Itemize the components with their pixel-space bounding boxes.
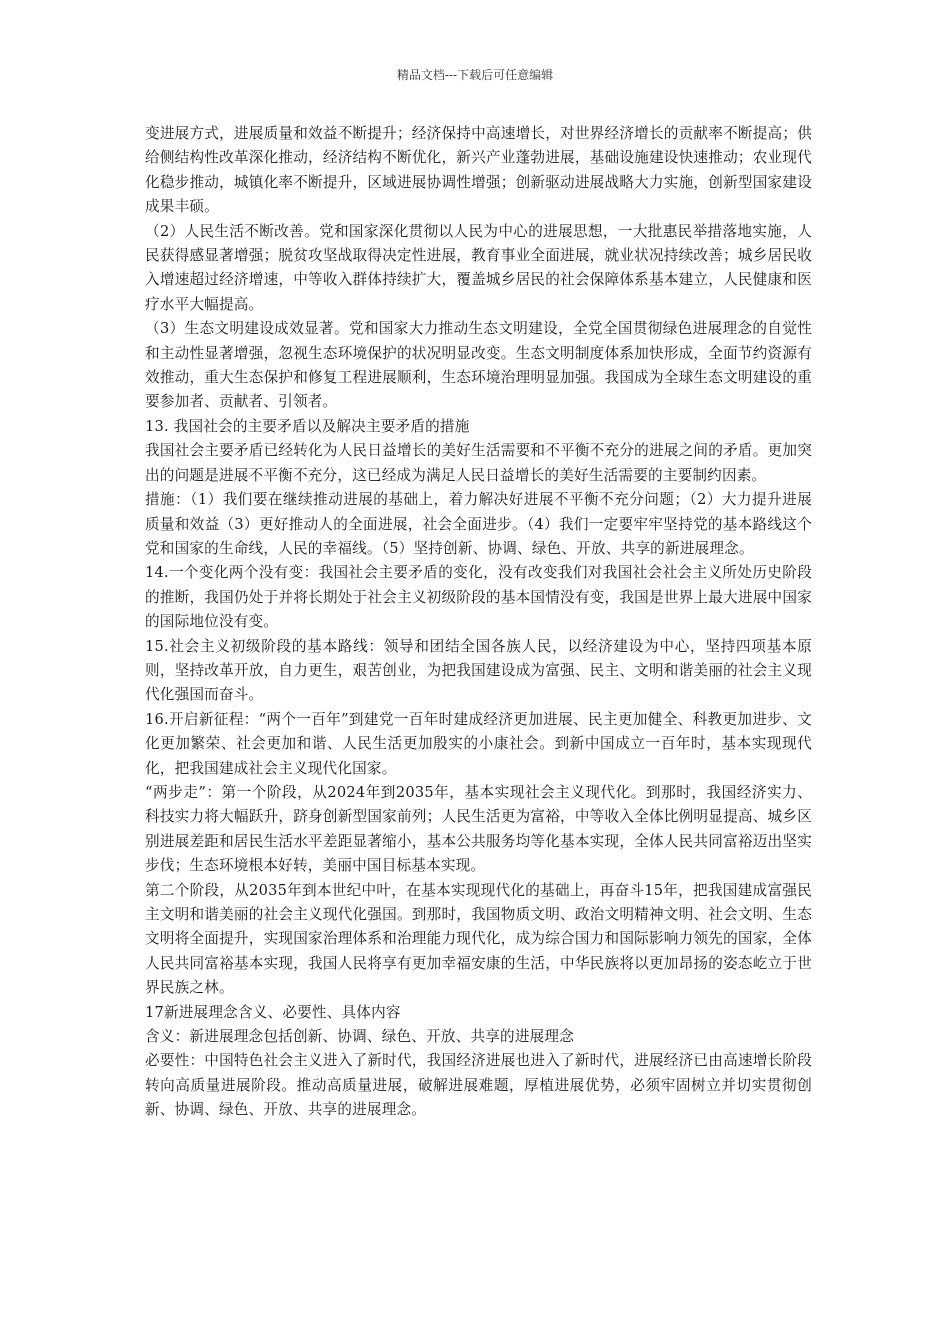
paragraph: 第二个阶段，从2035年到本世纪中叶，在基本实现现代化的基础上，再奋斗15年，把我国建成富强民主文明和谐美丽的社会主义现代化强国。到那时，我国物质文明、政治文明精神文明、社会文明、生态文明将全面提升，实现国家治理体系和治理能力现代化，成为综合国力和国际影响力领先的国家，全体人民共同富裕基本实现，我国人民将享有更加幸福安康的生活，中华民族将以更加昂扬的姿态屹立于世界民族之林。	[145, 881, 812, 997]
paragraph: 含义：新进展理念包括创新、协调、绿色、开放、共享的进展理念	[145, 1028, 575, 1046]
paragraph: 14.一个变化两个没有变：我国社会主要矛盾的变化，没有改变我们对我国社会社会主义所处历史阶段的推断，我国仍处于并将长期处于社会主义初级阶段的基本国情没有变，我国是世界上最大进展中国家的国际地位没有变。	[145, 564, 812, 631]
section-heading: 17新进展理念含义、必要性、具体内容	[145, 1003, 401, 1021]
paragraph: “两步走”：第一个阶段，从2024年到2035年，基本实现社会主义现代化。到那时，我国经济实力、科技实力将大幅跃升，跻身创新型国家前列；人民生活更为富裕，中等收入全体比例明显提高、城乡区别进展差距和居民生活水平差距显著缩小，基本公共服务均等化基本实现，全体人民共同富裕迈出坚实步伐；生态环境根本好转，美丽中国目标基本实现。	[145, 783, 812, 875]
paragraph: 必要性：中国特色社会主义进入了新时代，我国经济进展也进入了新时代，进展经济已由高速增长阶段转向高质量进展阶段。推动高质量进展，破解进展难题，厚植进展优势，必须牢固树立并切实贯彻创新、协调、绿色、开放、共享的进展理念。	[145, 1052, 812, 1119]
section-heading: 13. 我国社会的主要矛盾以及解决主要矛盾的措施	[145, 417, 470, 435]
paragraph: 措施：（1）我们要在继续推动进展的基础上，着力解决好进展不平衡不充分问题；（2）大力提升进展质量和效益（3）更好推动人的全面进展，社会全面进步。（4）我们一定要牢牢坚持党的基本路线这个党和国家的生命线，人民的幸福线。（5）坚持创新、协调、绿色、开放、共享的新进展理念。	[145, 491, 812, 557]
paragraph: 变进展方式，进展质量和效益不断提升；经济保持中高速增长，对世界经济增长的贡献率不断提高；供给侧结构性改革深化推动，经济结构不断优化，新兴产业蓬勃进展，基础设施建设快速推动；农业现代化稳步推动，城镇化率不断提升，区域进展协调性增强；创新驱动进展战略大力实施，创新型国家建设成果丰硕。	[145, 125, 812, 216]
document-body	[145, 122, 812, 1123]
paragraph: 15.社会主义初级阶段的基本路线：领导和团结全国各族人民，以经济建设为中心，坚持四项基本原则，坚持改革开放，自力更生，艰苦创业，为把我国建设成为富强、民主、文明和谐美丽的社会主义现代化强国而奋斗。	[145, 637, 812, 704]
paragraph: （3）生态文明建设成效显著。党和国家大力推动生态文明建设，全党全国贯彻绿色进展理念的自觉性和主动性显著增强，忽视生态环境保护的状况明显改变。生态文明制度体系加快形成，全面节约资源有效推动，重大生态保护和修复工程进展顺利，生态环境治理明显加强。我国成为全球生态文明建设的重要参加者、贡献者、引领者。	[145, 320, 812, 411]
paragraph: 我国社会主要矛盾已经转化为人民日益增长的美好生活需要和不平衡不充分的进展之间的矛盾。更加突出的问题是进展不平衡不充分，这已经成为满足人民日益增长的美好生活需要的主要制约因素。	[145, 442, 812, 484]
page-header: 精品文档---下载后可任意编辑	[396, 68, 554, 82]
paragraph: 16.开启新征程：“两个一百年”到建党一百年时建成经济更加进展、民主更加健全、科教更加进步、文化更加繁荣、社会更加和谐、人民生活更加殷实的小康社会。到新中国成立一百年时，基本实现现代化，把我国建成社会主义现代化国家。	[145, 710, 812, 777]
paragraph: （2）人民生活不断改善。党和国家深化贯彻以人民为中心的进展思想，一大批惠民举措落地实施，人民获得感显著增强；脱贫攻坚战取得决定性进展，教育事业全面进展，就业状况持续改善；城乡居民收入增速超过经济增速，中等收入群体持续扩大，覆盖城乡居民的社会保障体系基本建立，人民健康和医疗水平大幅提高。	[145, 222, 812, 313]
